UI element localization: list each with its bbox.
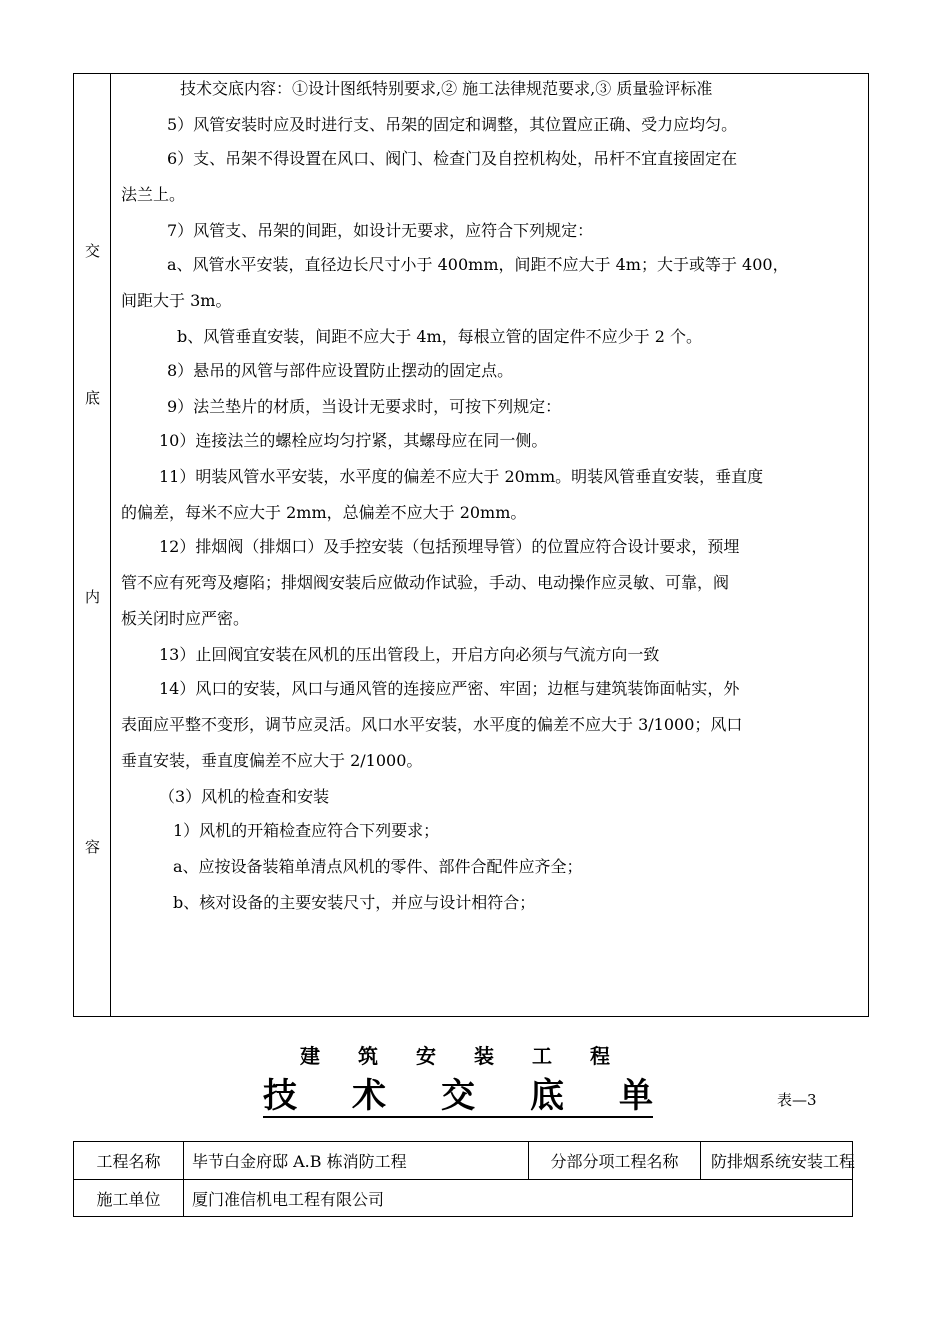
- subtitle-char: 建: [300, 1044, 320, 1068]
- title-char: 单: [619, 1076, 653, 1116]
- project-name-label: 工程名称: [74, 1142, 184, 1179]
- content-line: a、应按设备装箱单清点风机的零件、部件合配件应齐全；: [173, 857, 583, 876]
- subtitle-char: 筑: [358, 1044, 378, 1068]
- content-line: 垂直安装，垂直度偏差不应大于 2/1000。: [121, 751, 423, 770]
- content-line: 管不应有死弯及瘪陷；排烟阀安装后应做动作试验，手动、电动操作应灵敏、可靠，阀: [121, 573, 730, 592]
- content-line: 1）风机的开箱检查应符合下列要求；: [173, 821, 440, 840]
- title-char: 术: [352, 1076, 386, 1116]
- subtitle-char: 工: [532, 1044, 552, 1068]
- subtitle-char: 装: [474, 1044, 494, 1068]
- subproject-label: 分部分项工程名称: [529, 1142, 701, 1179]
- subproject-value: 防排烟系统安装工程: [711, 1152, 856, 1171]
- content-line: 间距大于 3m。: [121, 291, 232, 310]
- title-char: 技: [263, 1076, 297, 1116]
- info-row: [74, 1180, 852, 1216]
- content-body: [111, 74, 868, 1016]
- content-line: 5）风管安装时应及时进行支、吊架的固定和调整，其位置应正确、受力应均匀。: [167, 115, 738, 134]
- info-row: [74, 1142, 856, 1180]
- content-line: 法兰上。: [121, 185, 186, 204]
- content-line: 表面应平整不变形，调节应灵活。风口水平安装，水平度的偏差不应大于 3/1000；风口: [121, 715, 743, 734]
- side-label-char: 容: [84, 838, 100, 856]
- content-line: b、风管垂直安装，间距不应大于 4m，每根立管的固定件不应少于 2 个。: [177, 327, 703, 346]
- content-line: 9）法兰垫片的材质，当设计无要求时，可按下列规定：: [167, 397, 562, 416]
- title-char: 交: [441, 1076, 475, 1116]
- side-label-char: 底: [84, 389, 100, 407]
- content-line: 板关闭时应严密。: [121, 609, 250, 628]
- disclosure-content-table: [73, 73, 869, 1017]
- content-line: a、风管水平安装，直径边长尺寸小于 400mm，间距不应大于 4m；大于或等于 400，: [167, 255, 789, 274]
- content-line: 11）明装风管水平安装，水平度的偏差不应大于 20mm。明装风管垂直安装，垂直度: [159, 467, 764, 486]
- content-line: 10）连接法兰的螺栓应均匀拧紧，其螺母应在同一侧。: [159, 431, 548, 450]
- title-char: 底: [530, 1076, 564, 1116]
- project-info-table: [73, 1141, 856, 1217]
- content-line: 14）风口的安装，风口与通风管的连接应严密、牢固；边框与建筑装饰面帖实，外: [159, 679, 740, 698]
- contractor-value: 厦门准信机电工程有限公司: [192, 1189, 385, 1209]
- content-line: （3）风机的检查和安装: [159, 787, 330, 806]
- subtitle-char: 程: [590, 1044, 610, 1068]
- contractor-label: 施工单位: [74, 1180, 184, 1216]
- subtitle-char: 安: [416, 1044, 436, 1068]
- side-label-column: [74, 74, 111, 1016]
- side-label-char: 交: [84, 242, 100, 260]
- content-line: 6）支、吊架不得设置在风口、阀门、检查门及自控机构处，吊杆不宜直接固定在: [167, 149, 738, 168]
- content-line: 13）止回阀宜安装在风机的压出管段上，开启方向必须与气流方向一致: [159, 645, 660, 664]
- content-line: b、核对设备的主要安装尺寸，并应与设计相符合；: [173, 893, 536, 912]
- project-name-value: 毕节白金府邸 A.B 栋消防工程: [184, 1142, 529, 1179]
- table-number: 表—3: [777, 1091, 817, 1109]
- form-subtitle: [300, 1044, 610, 1068]
- content-line: 7）风管支、吊架的间距，如设计无要求，应符合下列规定：: [167, 221, 594, 240]
- content-line: 技术交底内容：①设计图纸特别要求,② 施工法律规范要求,③ 质量验评标准: [180, 79, 713, 98]
- content-line: 12）排烟阀（排烟口）及手控安装（包括预埋导管）的位置应符合设计要求，预埋: [159, 537, 740, 556]
- content-line: 的偏差，每米不应大于 2mm，总偏差不应大于 20mm。: [121, 503, 527, 522]
- form-title: [263, 1076, 653, 1118]
- content-line: 8）悬吊的风管与部件应设置防止摆动的固定点。: [167, 361, 514, 380]
- side-label-char: 内: [84, 588, 100, 606]
